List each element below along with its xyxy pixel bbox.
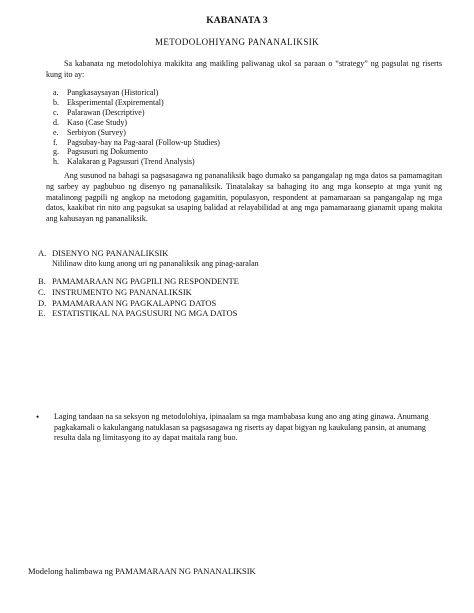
reminder-note [36,412,446,444]
section-item [38,308,239,319]
section-heading: ESTATISTIKAL NA PAGSUSURI NG MGA DATOS [52,308,238,319]
list-marker: d. [53,117,59,127]
body-paragraph [46,171,442,225]
list-item-text: Kalakaran g Pagsusuri (Trend Analysis) [67,157,195,167]
section-marker: E. [38,308,46,319]
section-heading-row [38,248,259,259]
section-list [38,276,239,319]
section-item [38,287,239,298]
list-item-text: Eksperimental (Expiremental) [67,97,164,107]
intro-paragraph [46,59,442,81]
list-item [53,138,220,148]
page-title: METODOLOHIYANG PANANALIKSIK [154,37,320,47]
section-marker: C. [38,286,46,297]
section-item [38,276,239,287]
section-a [38,248,259,270]
list-marker: c. [53,107,59,117]
list-item-text: Palarawan (Descriptive) [67,107,145,117]
list-item [53,128,220,138]
method-list [53,88,220,167]
list-item-text: Kaso (Case Study) [67,117,127,127]
list-item-text: Serbiyon (Survey) [67,127,126,137]
list-item [53,108,220,118]
list-marker: g. [53,147,59,157]
list-marker: f. [53,137,58,147]
section-subtext: Nililinaw dito kung anong uri ng pananaliksik ang pinag-aaralan [52,258,259,268]
list-item [53,147,220,157]
section-item [38,298,239,309]
list-item [53,118,220,128]
section-heading: PAMAMARAAN NG PAGPILI NG RESPONDENTE [52,276,239,286]
section-marker: D. [38,297,47,308]
section-heading: PAMAMARAAN NG PAGKALAPNG DATOS [52,297,217,308]
bullet-icon: • [36,412,40,422]
list-marker: h. [53,157,59,167]
list-item-text: Pagsubay-bay na Pag-aaral (Follow-up Studies) [67,137,220,147]
intro-text: Sa kabanata ng metodolohiya makikita ang maikling paliwanag ukol sa paraan o “strategy” ng pagsulat ng riserts kung ito ay: [46,59,442,79]
list-marker: b. [53,97,59,107]
body-text: Ang susunod na bahagi sa pagsasagawa ng pananaliksik bago dumako sa pangangalap ng mga datos sa pamamagitan ng sarbey ay pagbubuo ng disenyo ng pananaliksik. Tinatalakay sa bahaging ito ang mga konsepto at mga yunit ng matalinong pagpili ng angkop na metodong gagamitin, populasyon, respondent at pamamaraan sa pangangalap ng mga datos, kaakibat rin nito ang pagsukat sa usaping balidad at relayabilidad at ang mga pamamaraang gianamit upang makita ang kahusayan ng pananaliksik. [46,171,442,224]
footer-caption: Modelong halimbawa ng PAMAMARAAN NG PANANALIKSIK [28,566,256,576]
list-item [53,88,220,98]
list-item-text: Pagsusuri ng Dokumento [67,147,148,157]
section-heading: INSTRUMENTO NG PANANALIKSIK [52,286,192,297]
list-marker: e. [53,127,59,137]
list-item [53,98,220,108]
list-item [53,157,220,167]
section-marker: B. [38,276,46,286]
section-heading: DISENYO NG PANANALIKSIK [52,248,169,258]
reminder-text: Laging tandaan na sa seksyon ng metodolohiya, ipinaalam sa mga mambabasa kung ano ang ating ginawa. Anumang pagkakamali o kakulangang natuklasan sa pagsasagawa ng riserts ay dapat bigyan ng kaukulang pansin, at anumang resulta dala ng limitasyong ito ay dapat maitala rang buo. [54,412,429,443]
section-marker: A. [38,248,47,258]
list-marker: a. [53,88,59,97]
chapter-heading: KABANATA 3 [206,16,268,26]
list-item-text: Pangkasaysayan (Historical) [67,88,159,97]
